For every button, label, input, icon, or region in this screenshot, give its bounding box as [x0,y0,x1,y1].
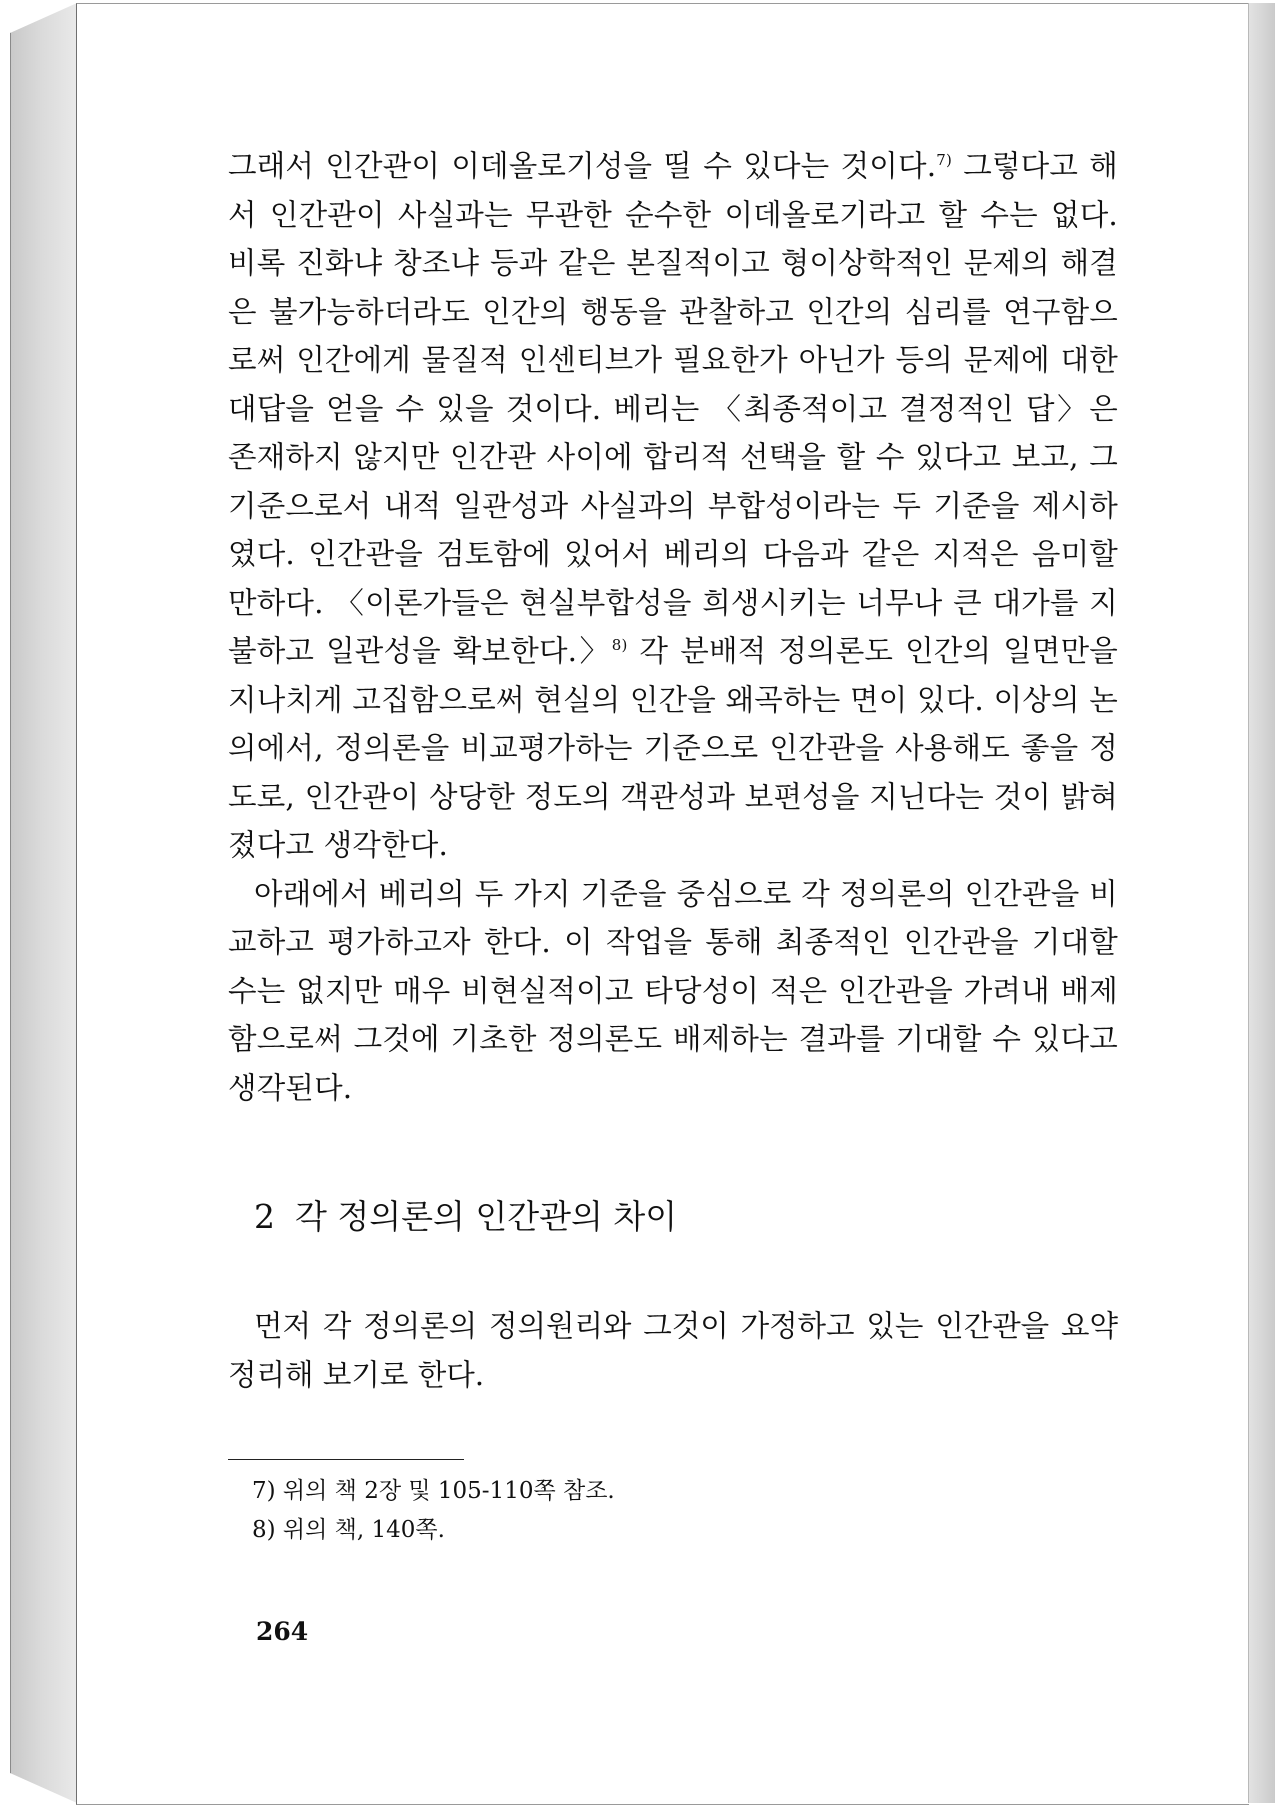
footnote-ref-8: 8) [611,636,628,655]
paragraph-1-part-2: 그렇다고 해서 인간관이 사실과는 무관한 순수한 이데올로기라고 할 수는 없다. 비록 진화냐 창조냐 등과 같은 본질적이고 형이상학적인 문제의 해결은 불가능하더라도 인간의 행동을 관찰하고 인간의 심리를 연구함으로써 인간에게 물질적 인센티브가 필요한가 아닌가 등의 문제에 대한 대답을 얻을 수 있을 것이다. 베리는 〈최종적이고 결정적인 답〉은 존재하지 않지만 인간관 사이에 합리적 선택을 할 수 있다고 보고, 그 기준으로서 내적 일관성과 사실과의 부합성이라는 두 기준을 제시하였다. 인간관을 검토함에 있어서 베리의 다음과 같은 지적은 음미할 만하다. 〈이론가들은 현실부합성을 희생시키는 너무나 큰 대가를 지불하고 일관성을 확보한다.〉 [228,149,1118,668]
section-title: 각 정의론의 인간관의 차이 [295,1197,678,1236]
page-number: 264 [256,1617,309,1646]
footnote-7: 7) 위의 책 2장 및 105-110쪽 참조. [252,1478,615,1504]
footnote-divider [228,1459,464,1460]
book-spine [10,3,77,1803]
section-heading [254,1193,677,1241]
paragraph-2-text: 아래에서 베리의 두 가지 기준을 중심으로 각 정의론의 인간관을 비교하고 평가하고자 한다. 이 작업을 통해 최종적인 인간관을 기대할 수는 없지만 매우 비현실적이고 타당성이 적은 인간관을 가려내 배제함으로써 그것에 기초한 정의론도 배제하는 결과를 기대할 수 있다고 생각된다. [228,876,1118,1105]
paragraph-1 [228,142,1118,870]
body-text [228,142,1118,1112]
paragraph-1-part-3: 각 분배적 정의론도 인간의 일면만을 지나치게 고집함으로써 현실의 인간을 왜곡하는 면이 있다. 이상의 논의에서, 정의론을 비교평가하는 기준으로 인간관을 사용해도 좋을 정도로, 인간관이 상당한 정도의 객관성과 보편성을 지닌다는 것이 밝혀졌다고 생각한다. [228,634,1118,862]
page-edge [1248,3,1275,1803]
paragraph-2 [228,870,1118,1113]
section-number: 2 [254,1197,275,1236]
footnotes [252,1472,615,1550]
footnote-ref-7: 7) [936,151,953,170]
section-intro-paragraph: 먼저 각 정의론의 정의원리와 그것이 가정하고 있는 인간관을 요약 정리해 보기로 한다. [228,1309,1118,1392]
paragraph-1-part-1: 그래서 인간관이 이데올로기성을 띨 수 있다는 것이다. [228,149,937,183]
footnote-8: 8) 위의 책, 140쪽. [252,1517,445,1543]
